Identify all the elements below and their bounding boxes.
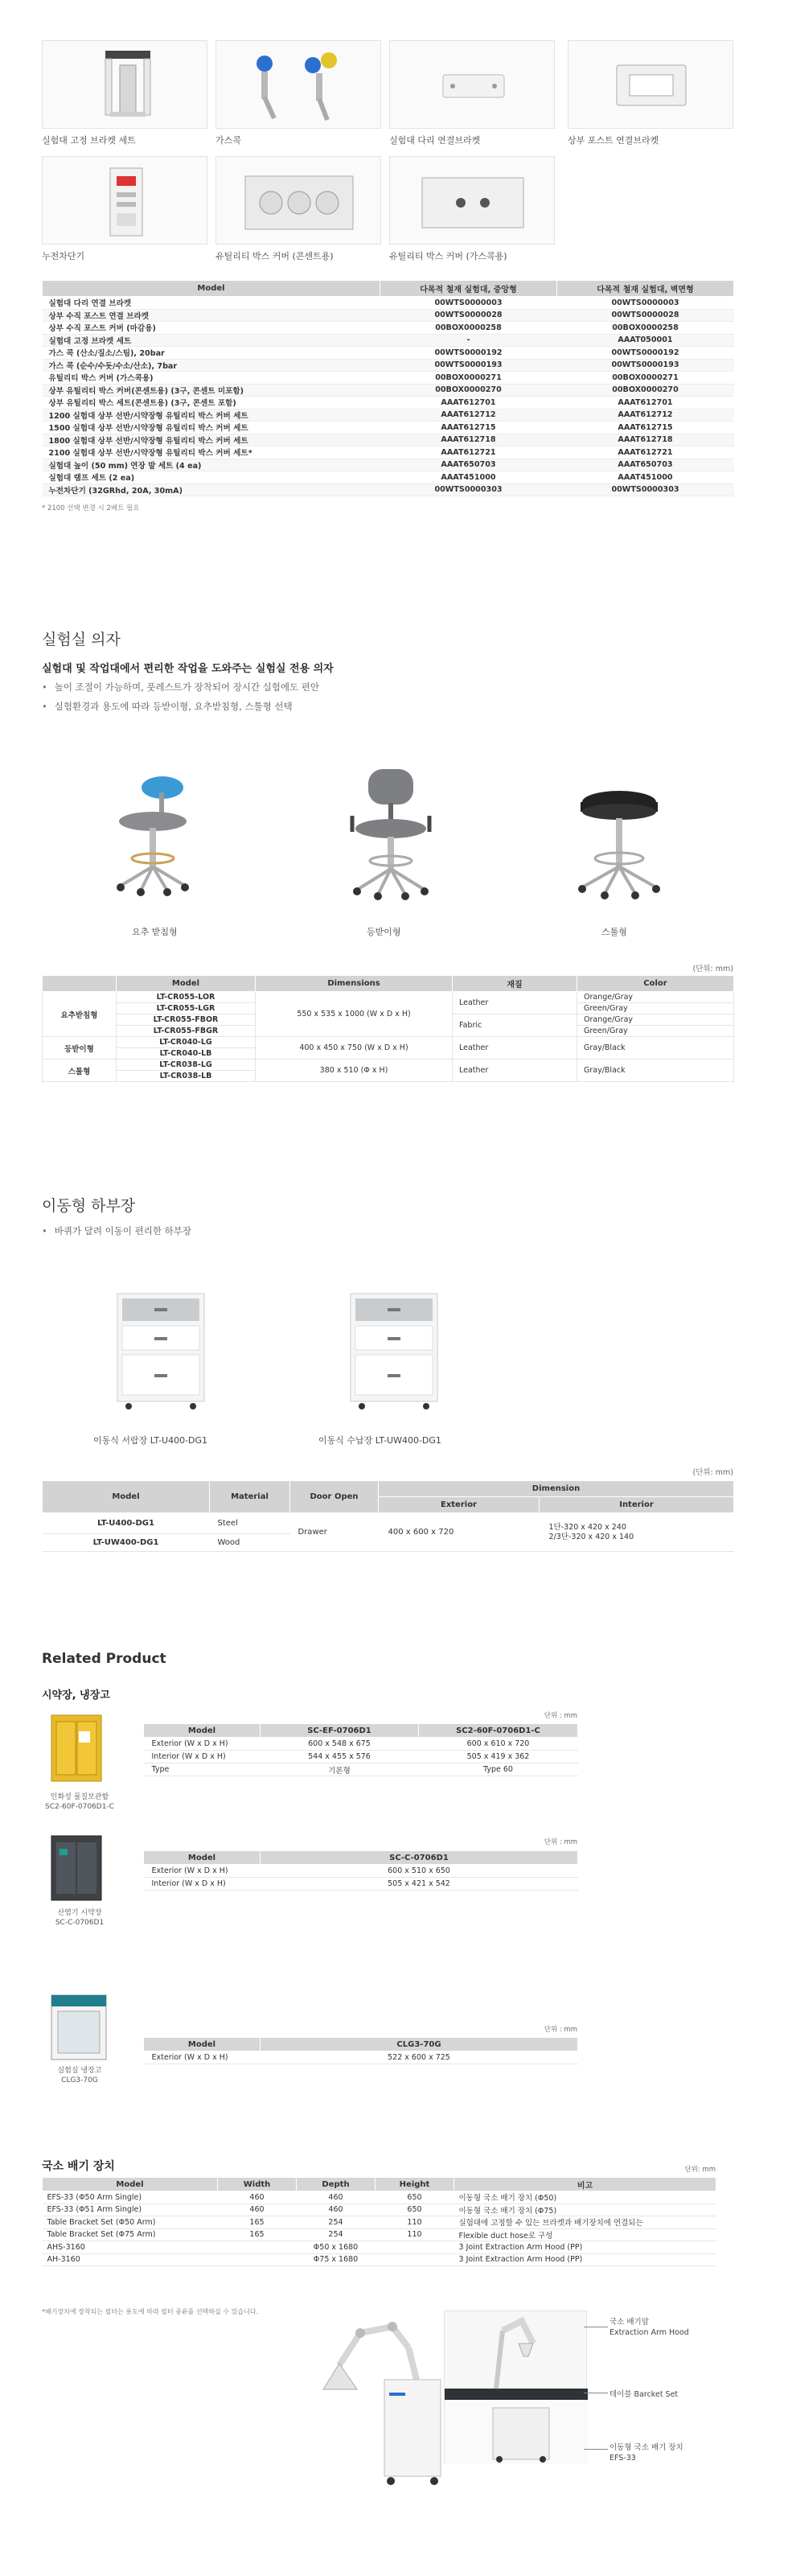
exhaust-cell: 이동형 국소 배기 장치 (Φ50) bbox=[454, 2191, 716, 2204]
parts-item-code: 00WTS0000303 bbox=[557, 484, 734, 496]
caption-line: 실험실 냉장고 bbox=[57, 2067, 102, 2075]
parts-item-name: 가스 콕 (순수/수돗/수소/산소), 7bar bbox=[43, 359, 380, 372]
exhaust-cell: AH-3160 bbox=[43, 2253, 218, 2266]
exhaust-cell bbox=[376, 2253, 454, 2266]
caption-line: SC2-60F-0706D1-C bbox=[45, 1803, 114, 1811]
refrigerator-image bbox=[48, 1992, 109, 2067]
cab-header-interior: Interior bbox=[540, 1497, 734, 1513]
rt-header: Model bbox=[144, 1851, 261, 1865]
parts-item-code: 00BOX0000258 bbox=[380, 322, 557, 335]
rt-cell: Interior (W x D x H) bbox=[144, 1878, 261, 1891]
parts-item-name: 2100 실험대 상부 선반/시약장형 유틸리티 박스 커버 세트* bbox=[43, 446, 380, 459]
exhaust-title: 국소 배기 장치 bbox=[42, 2160, 115, 2173]
parts-row bbox=[43, 422, 734, 434]
rt-cell: 기본형 bbox=[261, 1763, 419, 1776]
reagent-unit: 단위 : mm bbox=[544, 2026, 577, 2034]
chair-color: Orange/Gray bbox=[577, 992, 734, 1003]
acid-caption bbox=[42, 1908, 117, 1928]
chair-material: Fabric bbox=[453, 1014, 577, 1037]
parts-item-code: 00BOX0000270 bbox=[380, 384, 557, 397]
parts-item-name: 상부 수직 포스트 연결 브라켓 bbox=[43, 309, 380, 322]
callout-line: 이동형 국소 배기 장치 bbox=[609, 2443, 683, 2452]
parts-row bbox=[43, 459, 734, 471]
chairs-header-color: Color bbox=[577, 976, 734, 992]
exhaust-cell: AHS-3160 bbox=[43, 2241, 218, 2254]
reagent-unit: 단위 : mm bbox=[544, 1838, 577, 1846]
rt-cell: 505 x 419 x 362 bbox=[419, 1751, 578, 1763]
exhaust-unit: 단위: mm bbox=[684, 2166, 716, 2174]
rt-cell: 544 x 455 x 576 bbox=[261, 1751, 419, 1763]
thumb-label: 실험대 고정 브라켓 세트 bbox=[42, 135, 136, 146]
exhaust-cell: 460 bbox=[297, 2191, 376, 2204]
chair-lumbar-image bbox=[96, 768, 209, 899]
exhaust-cell: 254 bbox=[297, 2228, 376, 2241]
parts-row bbox=[43, 471, 734, 484]
chair-color: Green/Gray bbox=[577, 1026, 734, 1037]
parts-item-name: 1800 실험대 상부 선반/시약장형 유틸리티 박스 커버 세트 bbox=[43, 434, 380, 446]
parts-item-code: 00WTS0000193 bbox=[380, 359, 557, 372]
parts-item-code: 00WTS0000303 bbox=[380, 484, 557, 496]
rt-header: SC-C-0706D1 bbox=[261, 1851, 578, 1865]
parts-item-name: 1500 실험대 상부 선반/시약장형 유틸리티 박스 커버 세트 bbox=[43, 422, 380, 434]
parts-item-code: AAAT612718 bbox=[557, 434, 734, 446]
chairs-header-material: 재질 bbox=[453, 976, 577, 992]
chair-group-name: 요추받침형 bbox=[43, 992, 117, 1037]
rt-cell: 600 x 510 x 650 bbox=[261, 1865, 578, 1878]
parts-header-wall: 다목적 철재 실험대, 벽면형 bbox=[557, 281, 734, 297]
parts-item-name: 실험대 고정 브라켓 세트 bbox=[43, 334, 380, 347]
chairs-unit: (단위: mm) bbox=[692, 965, 733, 973]
parts-header-center: 다목적 철재 실험대, 중앙형 bbox=[380, 281, 557, 297]
exhaust-cell: Flexible duct hose로 구성 bbox=[454, 2228, 716, 2241]
bracket-set-image bbox=[43, 41, 208, 130]
thumb-breaker bbox=[42, 156, 207, 245]
et-header: Model bbox=[43, 2178, 218, 2191]
chair-model: LT-CR038-LG bbox=[117, 1060, 256, 1071]
exhaust-row bbox=[43, 2228, 716, 2241]
thumb-leg-bracket bbox=[389, 40, 555, 129]
parts-row bbox=[43, 409, 734, 422]
parts-item-code: AAAT451000 bbox=[557, 471, 734, 484]
chairs-bullet: • 높이 조절이 가능하며, 풋레스트가 장착되어 장시간 실험에도 편안 bbox=[42, 681, 319, 693]
exhaust-cell: 460 bbox=[218, 2191, 297, 2204]
et-header: Height bbox=[376, 2178, 454, 2191]
exhaust-cell: 254 bbox=[297, 2216, 376, 2229]
thumb-gas-cock bbox=[215, 40, 381, 129]
exhaust-cell: Table Bracket Set (Φ75 Arm) bbox=[43, 2228, 218, 2241]
chair-model: LT-CR040-LB bbox=[117, 1048, 256, 1060]
cab-interior-line: 2/3단-320 x 420 x 140 bbox=[548, 1532, 634, 1541]
exhaust-cell: 3 Joint Extraction Arm Hood (PP) bbox=[454, 2253, 716, 2266]
exhaust-cell bbox=[218, 2253, 297, 2266]
cabinets-table bbox=[42, 1480, 733, 1552]
exhaust-cell: 실험대에 고정할 수 있는 브라켓과 배기장치에 연결되는 bbox=[454, 2216, 716, 2229]
rt-cell: Interior (W x D x H) bbox=[144, 1751, 261, 1763]
flammable-cabinet-image bbox=[48, 1712, 105, 1787]
rt-cell: Type bbox=[144, 1763, 261, 1776]
gascock-cover-image bbox=[390, 157, 556, 245]
exhaust-row bbox=[43, 2253, 716, 2266]
exhaust-cell: Φ75 x 1680 bbox=[297, 2253, 376, 2266]
parts-item-code: - bbox=[380, 334, 557, 347]
exhaust-cell: 165 bbox=[218, 2228, 297, 2241]
chair-backrest-image bbox=[330, 764, 442, 903]
parts-row bbox=[43, 297, 734, 310]
exhaust-cell: 460 bbox=[218, 2204, 297, 2216]
chair-color: Orange/Gray bbox=[577, 1014, 734, 1026]
cab-interior-line: 1단-320 x 420 x 240 bbox=[548, 1522, 626, 1532]
callout-bracket: 테이블 Barcket Set bbox=[609, 2390, 679, 2399]
exhaust-cell: 110 bbox=[376, 2216, 454, 2229]
related-title: Related Product bbox=[42, 1651, 166, 1667]
chair-stool-image bbox=[563, 784, 675, 907]
parts-item-code: 00WTS0000028 bbox=[380, 309, 557, 322]
chair-group-name: 등받이형 bbox=[43, 1037, 117, 1060]
chair-dimension: 550 x 535 x 1000 (W x D x H) bbox=[256, 992, 453, 1037]
parts-item-name: 1200 실험대 상부 선반/시약장형 유틸리티 박스 커버 세트 bbox=[43, 409, 380, 422]
thumb-label: 유틸리티 박스 커버 (콘센트용) bbox=[215, 251, 334, 261]
chair-caption: 요추 받침형 bbox=[132, 927, 178, 937]
exhaust-row bbox=[43, 2241, 716, 2254]
chair-dimension: 400 x 450 x 750 (W x D x H) bbox=[256, 1037, 453, 1060]
thumb-gascock-cover bbox=[389, 156, 555, 245]
rt-header: Model bbox=[144, 1724, 261, 1738]
thumb-label: 가스콕 bbox=[215, 135, 241, 146]
thumb-label: 실험대 다리 연결브라켓 bbox=[389, 135, 481, 146]
exhaust-cell: 이동형 국소 배기 장치 (Φ75) bbox=[454, 2204, 716, 2216]
chair-material: Leather bbox=[453, 992, 577, 1014]
rt-cell: Exterior (W x D x H) bbox=[144, 1865, 261, 1878]
chairs-header-dimensions: Dimensions bbox=[256, 976, 453, 992]
chairs-header-model: Model bbox=[117, 976, 256, 992]
chairs-table bbox=[42, 975, 733, 1082]
chair-group-name: 스툴형 bbox=[43, 1060, 117, 1082]
gas-cock-image bbox=[216, 41, 382, 130]
exhaust-row bbox=[43, 2191, 716, 2204]
exhaust-table bbox=[42, 2177, 716, 2266]
reagent-title: 시약장, 냉장고 bbox=[42, 1689, 110, 1702]
chair-model: LT-CR055-FBGR bbox=[117, 1026, 256, 1037]
rt-cell: 600 x 610 x 720 bbox=[419, 1738, 578, 1751]
exhaust-cell: Φ50 x 1680 bbox=[297, 2241, 376, 2254]
parts-row bbox=[43, 359, 734, 372]
cabinets-bullet: • 바퀴가 달려 이동이 편리한 하부장 bbox=[42, 1224, 191, 1237]
parts-item-code: AAAT650703 bbox=[557, 459, 734, 471]
parts-item-code: 00WTS0000192 bbox=[380, 347, 557, 360]
flammable-table bbox=[143, 1723, 577, 1776]
parts-item-name: 상부 수직 포스트 커버 (마감용) bbox=[43, 322, 380, 335]
exhaust-cell: Table Bracket Set (Φ50 Arm) bbox=[43, 2216, 218, 2229]
rt-cell: 522 x 600 x 725 bbox=[261, 2051, 578, 2064]
parts-item-code: 00WTS0000003 bbox=[380, 297, 557, 310]
cab-material: Steel bbox=[210, 1513, 290, 1534]
acid-cabinet-image bbox=[48, 1833, 105, 1907]
thumb-label: 유틸리티 박스 커버 (가스콕용) bbox=[389, 251, 507, 261]
parts-item-code: AAAT612701 bbox=[557, 397, 734, 409]
parts-row bbox=[43, 434, 734, 446]
cabinet-caption: 이동식 서랍장 LT-U400-DG1 bbox=[93, 1435, 208, 1446]
parts-item-code: AAAT612718 bbox=[380, 434, 557, 446]
exhaust-cell: 110 bbox=[376, 2228, 454, 2241]
cab-material: Wood bbox=[210, 1534, 290, 1552]
chair-model: LT-CR055-FBOR bbox=[117, 1014, 256, 1026]
leg-bracket-image bbox=[390, 41, 556, 130]
thumb-label: 상부 포스트 연결브라켓 bbox=[568, 135, 659, 146]
chair-color: Green/Gray bbox=[577, 1003, 734, 1014]
cab-header-exterior: Exterior bbox=[379, 1497, 540, 1513]
caption-line: CLG3-70G bbox=[61, 2076, 98, 2084]
parts-item-code: 00WTS0000028 bbox=[557, 309, 734, 322]
chairs-subtitle: 실험대 및 작업대에서 편리한 작업을 도와주는 실험실 전용 의자 bbox=[42, 663, 334, 675]
rt-cell: 505 x 421 x 542 bbox=[261, 1878, 578, 1891]
caption-line: 산염기 시약장 bbox=[57, 1909, 102, 1917]
parts-footnote: * 2100 선택 변경 시 2배트 필요 bbox=[42, 504, 140, 512]
cabinets-unit: (단위: mm) bbox=[692, 1468, 733, 1477]
refrigerator-caption bbox=[42, 2066, 117, 2085]
rt-header: SC-EF-0706D1 bbox=[261, 1724, 419, 1738]
exhaust-cell: 650 bbox=[376, 2204, 454, 2216]
cabinets-title: 이동형 하부장 bbox=[42, 1197, 136, 1215]
exhaust-cell bbox=[218, 2241, 297, 2254]
exhaust-install-image bbox=[444, 2311, 587, 2463]
parts-item-code: 00BOX0000271 bbox=[557, 372, 734, 385]
reagent-unit: 단위 : mm bbox=[544, 1712, 577, 1720]
callout-line: Extraction Arm Hood bbox=[609, 2328, 689, 2337]
thumb-bracket-set bbox=[42, 40, 207, 129]
parts-item-code: AAAT612715 bbox=[557, 422, 734, 434]
post-bracket-image bbox=[568, 41, 734, 130]
parts-row bbox=[43, 347, 734, 360]
parts-row bbox=[43, 446, 734, 459]
parts-item-code: AAAT050001 bbox=[557, 334, 734, 347]
chair-color: Gray/Black bbox=[577, 1037, 734, 1060]
parts-item-name: 가스 콕 (산소/질소/스팀), 20bar bbox=[43, 347, 380, 360]
chair-back bbox=[368, 769, 413, 804]
et-header: 비고 bbox=[454, 2178, 716, 2191]
cab-exterior: 400 x 600 x 720 bbox=[379, 1513, 540, 1552]
chair-color: Gray/Black bbox=[577, 1060, 734, 1082]
acid-table bbox=[143, 1850, 577, 1891]
parts-row bbox=[43, 384, 734, 397]
chair-model: LT-CR038-LB bbox=[117, 1071, 256, 1082]
cab-model: LT-UW400-DG1 bbox=[43, 1534, 210, 1552]
chair-caption: 스툴형 bbox=[601, 927, 627, 937]
callout-mobile-unit bbox=[609, 2442, 683, 2463]
chairs-title: 실험실 의자 bbox=[42, 631, 121, 648]
caption-line: 인화성 물질보관함 bbox=[50, 1793, 109, 1801]
parts-item-code: AAAT650703 bbox=[380, 459, 557, 471]
chair-dimension: 380 x 510 (Φ x H) bbox=[256, 1060, 453, 1082]
parts-item-code: AAAT612715 bbox=[380, 422, 557, 434]
cab-header-material: Material bbox=[210, 1481, 290, 1513]
exhaust-unit-image bbox=[312, 2315, 449, 2492]
exhaust-cell: EFS-33 (Φ50 Arm Single) bbox=[43, 2191, 218, 2204]
cab-header-door: Door Open bbox=[290, 1481, 379, 1513]
thumb-post-bracket bbox=[568, 40, 733, 129]
cab-header-model: Model bbox=[43, 1481, 210, 1513]
cab-model: LT-U400-DG1 bbox=[43, 1513, 210, 1534]
caption-line: SC-C-0706D1 bbox=[55, 1919, 105, 1927]
parts-item-name: 상부 유틸리티 박스 세트(콘센트용) (3구, 콘센트 포함) bbox=[43, 397, 380, 409]
parts-item-code: AAAT612721 bbox=[557, 446, 734, 459]
cab-door: Drawer bbox=[290, 1513, 379, 1552]
parts-item-code: 00BOX0000270 bbox=[557, 384, 734, 397]
parts-item-code: 00WTS0000193 bbox=[557, 359, 734, 372]
breaker-image bbox=[43, 157, 208, 245]
rt-cell: 600 x 548 x 675 bbox=[261, 1738, 419, 1751]
exhaust-footnote: *배기장치에 장착되는 필터는 용도에 따라 필터 종류를 선택하실 수 있습니다. bbox=[42, 2308, 258, 2315]
callout-line: 국소 배기암 bbox=[609, 2318, 649, 2327]
chair-model: LT-CR055-LOR bbox=[117, 992, 256, 1003]
parts-item-code: AAAT612701 bbox=[380, 397, 557, 409]
parts-item-code: 00BOX0000258 bbox=[557, 322, 734, 335]
exhaust-row bbox=[43, 2204, 716, 2216]
chair-caption: 등받이형 bbox=[367, 927, 401, 937]
rt-header: Model bbox=[144, 2038, 261, 2051]
parts-item-name: 실험대 램프 세트 (2 ea) bbox=[43, 471, 380, 484]
rt-cell: Type 60 bbox=[419, 1763, 578, 1776]
parts-item-code: 00BOX0000271 bbox=[380, 372, 557, 385]
cab-interior bbox=[540, 1513, 734, 1552]
exhaust-cell: EFS-33 (Φ51 Arm Single) bbox=[43, 2204, 218, 2216]
parts-item-name: 누전차단기 (32GRhd, 20A, 30mA) bbox=[43, 484, 380, 496]
parts-table bbox=[42, 280, 733, 512]
rt-header: SC2-60F-0706D1-C bbox=[419, 1724, 578, 1738]
thumb-outlet-cover bbox=[215, 156, 381, 245]
refrigerator-table bbox=[143, 2037, 577, 2064]
thumb-label: 누전차단기 bbox=[42, 251, 85, 261]
chair-material: Leather bbox=[453, 1060, 577, 1082]
parts-row bbox=[43, 397, 734, 409]
parts-item-name: 유틸리티 박스 커버 (가스콕용) bbox=[43, 372, 380, 385]
rt-header: CLG3-70G bbox=[261, 2038, 578, 2051]
storage-cabinet-image bbox=[346, 1290, 442, 1414]
drawer-cabinet-image bbox=[113, 1290, 209, 1414]
parts-item-code: AAAT451000 bbox=[380, 471, 557, 484]
exhaust-cell bbox=[376, 2241, 454, 2254]
parts-row bbox=[43, 484, 734, 496]
et-header: Depth bbox=[297, 2178, 376, 2191]
chair-material: Leather bbox=[453, 1037, 577, 1060]
parts-item-name: 상부 유틸리티 박스 커버(콘센트용) (3구, 콘센트 미포함) bbox=[43, 384, 380, 397]
callout-line-mobile bbox=[584, 2449, 608, 2450]
exhaust-cell: 650 bbox=[376, 2191, 454, 2204]
chair-model: LT-CR055-LGR bbox=[117, 1003, 256, 1014]
flammable-caption bbox=[42, 1792, 117, 1812]
parts-item-name: 실험대 다리 연결 브라켓 bbox=[43, 297, 380, 310]
cab-header-dimension: Dimension bbox=[379, 1481, 734, 1497]
callout-arm-hood bbox=[609, 2317, 689, 2338]
callout-line: EFS-33 bbox=[609, 2454, 636, 2463]
parts-row bbox=[43, 372, 734, 385]
et-header: Width bbox=[218, 2178, 297, 2191]
parts-row bbox=[43, 322, 734, 335]
outlet-cover-image bbox=[216, 157, 382, 245]
exhaust-cell: 3 Joint Extraction Arm Hood (PP) bbox=[454, 2241, 716, 2254]
parts-row bbox=[43, 309, 734, 322]
cabinet-caption: 이동식 수납장 LT-UW400-DG1 bbox=[318, 1435, 441, 1446]
exhaust-row bbox=[43, 2216, 716, 2229]
parts-item-code: AAAT612712 bbox=[557, 409, 734, 422]
chairs-bullet: • 실험환경과 용도에 따라 등받이형, 요추받침형, 스툴형 선택 bbox=[42, 700, 293, 713]
chair-model: LT-CR040-LG bbox=[117, 1037, 256, 1048]
parts-item-name: 실험대 높이 (50 mm) 연장 발 세트 (4 ea) bbox=[43, 459, 380, 471]
rt-cell: Exterior (W x D x H) bbox=[144, 1738, 261, 1751]
parts-item-code: AAAT612721 bbox=[380, 446, 557, 459]
parts-item-code: 00WTS0000003 bbox=[557, 297, 734, 310]
exhaust-cell: 165 bbox=[218, 2216, 297, 2229]
parts-item-code: AAAT612712 bbox=[380, 409, 557, 422]
parts-item-code: 00WTS0000192 bbox=[557, 347, 734, 360]
parts-header-model: Model bbox=[43, 281, 380, 297]
rt-cell: Exterior (W x D x H) bbox=[144, 2051, 261, 2064]
parts-row bbox=[43, 334, 734, 347]
exhaust-cell: 460 bbox=[297, 2204, 376, 2216]
